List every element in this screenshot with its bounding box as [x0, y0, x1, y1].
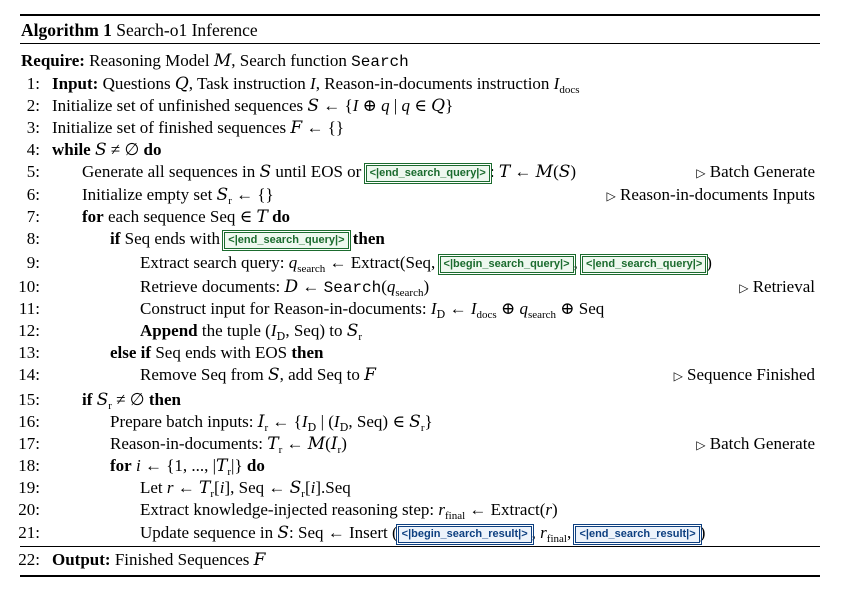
comment: ▷ Sequence Finished [673, 365, 815, 384]
line-number: 20: [18, 500, 40, 519]
math: : T ← M(S) [489, 162, 577, 182]
math: S [259, 162, 272, 182]
line-number: 1: [26, 74, 40, 93]
math: $S_r$ ← {} [216, 185, 274, 207]
search-fn: Search [351, 53, 409, 71]
line-number: 11: [18, 299, 40, 318]
line-number: 2: [26, 96, 40, 115]
line-text: Retrieve documents: [140, 277, 285, 296]
keyword: then [352, 229, 385, 248]
keyword: Append [140, 321, 198, 340]
line-9: 9: Extract search query: $q_{search}$ ← Extract(Seq, <|begin_search_query|> , <|end_search_query|> ) [0, 252, 861, 274]
keyword: do [272, 207, 291, 226]
line-text: Extract knowledge-injected reasoning step: [140, 500, 439, 519]
begin-search-result-tag: <|begin_search_result|> [398, 526, 532, 543]
math: ($I_D$, Seq) to $S_r$ [265, 321, 363, 343]
line-3 [0, 117, 861, 139]
line-text: each sequence Seq [103, 207, 240, 226]
line-21: 21: Update sequence in S: Seq ← Insert ( <|begin_search_result|> , $r_{final}$, <|end_search_result|> ) [0, 522, 861, 544]
line-number: 10: [18, 277, 40, 296]
line-text: Insert [349, 523, 392, 542]
line-11 [0, 298, 861, 320]
begin-search-query-tag: <|begin_search_query|> [440, 256, 574, 273]
line-text: Reason-in-documents: [110, 434, 268, 453]
line-15 [0, 389, 861, 411]
line-number: 3: [26, 118, 40, 137]
line-number: 7: [26, 207, 40, 226]
line-1 [0, 73, 861, 95]
keyword: then [148, 390, 181, 409]
keyword: else if [110, 343, 152, 362]
bottom-rule [20, 575, 820, 577]
line-text: Seq ends with EOS [151, 343, 292, 362]
line-text: Remove Seq from [140, 365, 268, 384]
math: S ← {I ⊕ q | q ∈ Q} [307, 96, 454, 116]
keyword: Input: [52, 74, 99, 93]
line-22 [0, 549, 861, 571]
require-keyword: Require: [21, 51, 85, 70]
math: D ← $Search(q_{search})$ [284, 277, 430, 299]
line-text: Construct input for Reason-in-documents: [140, 299, 431, 318]
line-text: Prepare batch inputs: [110, 412, 258, 431]
keyword: if [110, 229, 121, 248]
comment: ▷ Retrieval [739, 277, 815, 296]
math: ∈ T [239, 207, 268, 227]
math: $r_{final}$ [540, 523, 567, 545]
line-text: Initialize set of finished sequences [52, 118, 291, 137]
require-mid: , Search function [231, 51, 352, 70]
math: $I_D$ ← $I_{docs}$ ⊕ $q_{search}$ ⊕ Seq [430, 299, 605, 321]
math: r ← $T_r[i]$ [166, 478, 231, 500]
line-number: 9: [26, 253, 40, 272]
line-number: 5: [26, 162, 40, 181]
algorithm-title: Search-o1 Inference [116, 20, 258, 40]
algorithm-label: Algorithm 1 [21, 20, 112, 40]
line-text: Extract(Seq, [350, 253, 440, 272]
line-text: Initialize empty set [82, 185, 217, 204]
require-text: Reasoning Model [89, 51, 214, 70]
line-text: Initialize set of unfinished sequences [52, 96, 308, 115]
line-18 [0, 455, 861, 477]
line-text: Extract search query: [140, 253, 289, 272]
line-8 [0, 228, 861, 250]
line-4 [0, 139, 861, 161]
line-text: Questions [102, 74, 175, 93]
line-number: 8: [26, 229, 40, 248]
line-number: 4: [26, 140, 40, 159]
keyword: then [291, 343, 324, 362]
top-rule [20, 14, 820, 16]
keyword: Output: [52, 550, 111, 569]
algorithm-header [21, 20, 258, 41]
math: ← [327, 523, 350, 542]
line-number: 13: [18, 343, 40, 362]
line-17 [0, 433, 861, 455]
line-number: 16: [18, 412, 40, 431]
line-19 [0, 477, 861, 499]
line-number: 19: [18, 478, 40, 497]
keyword: for [110, 456, 132, 475]
math: Q [174, 74, 189, 94]
line-12 [0, 320, 861, 342]
line-20 [0, 499, 861, 521]
line-number: 18: [18, 456, 40, 475]
line-number: 21: [18, 523, 40, 542]
line-text: Update sequence in [140, 523, 278, 542]
math: S [277, 523, 290, 543]
line-14 [0, 364, 861, 386]
comment: ▷ Batch Generate [696, 162, 815, 181]
math: i ← {1, ..., $|T_r|$} [135, 456, 243, 478]
math: I [310, 74, 316, 93]
line-text: Generate all sequences in [82, 162, 260, 181]
line-5 [0, 161, 861, 183]
end-search-query-tag: <|end_search_query|> [224, 232, 348, 249]
end-search-result-tag: <|end_search_result|> [575, 526, 699, 543]
keyword: if [82, 390, 93, 409]
line-text: the tuple [197, 321, 266, 340]
keyword: while [52, 140, 91, 159]
math: F ← {} [290, 118, 345, 138]
line-number: 6: [26, 185, 40, 204]
math: ← $S_r[i].Seq$ [268, 478, 351, 500]
math: S [267, 365, 280, 385]
line-text: : Seq [289, 523, 328, 542]
line-text: Seq ends with [120, 229, 225, 248]
line-6 [0, 184, 861, 206]
math: $q_{search}$ ← [288, 253, 351, 275]
line-number: 14: [18, 365, 40, 384]
math: $T_r$ ← $M(I_r)$ [267, 434, 347, 456]
line-2 [0, 95, 861, 117]
comment: ▷ Reason-in-documents Inputs [606, 185, 815, 204]
header-rule [20, 43, 820, 44]
require-line [0, 50, 861, 72]
line-text: , Task instruction [188, 74, 311, 93]
math: S ≠ ∅ [94, 140, 140, 160]
line-number: 17: [18, 434, 40, 453]
line-text: Finished Sequences [110, 550, 254, 569]
math: $I_r$ ← {$I_D$ | ($I_D$, Seq) ∈ $S_r$} [257, 412, 433, 434]
line-number: 22: [18, 550, 40, 569]
keyword: do [143, 140, 162, 159]
model-symbol: M [213, 51, 232, 71]
end-search-query-tag: <|end_search_query|> [366, 165, 490, 182]
math: F [253, 550, 266, 570]
line-13 [0, 342, 861, 364]
line-number: 12: [18, 321, 40, 340]
line-number: 15: [18, 390, 40, 409]
end-search-query-tag: <|end_search_query|> [582, 256, 706, 273]
output-rule [20, 546, 820, 547]
math: $I_{docs}$ [553, 74, 580, 96]
line-7 [0, 206, 861, 228]
line-16 [0, 411, 861, 433]
math: $r_{final}$ ← Extract(r) [438, 500, 558, 522]
math: F [364, 365, 376, 385]
line-text: Let [140, 478, 167, 497]
line-10 [0, 276, 861, 298]
line-text: , Seq [230, 478, 269, 497]
keyword: for [82, 207, 104, 226]
keyword: do [246, 456, 265, 475]
line-text: , add Seq to [279, 365, 365, 384]
comment: ▷ Batch Generate [696, 434, 815, 453]
line-text: , Reason-in-documents instruction [315, 74, 554, 93]
math: $S_r$ ≠ ∅ [96, 390, 145, 412]
line-text: until EOS or [271, 162, 366, 181]
